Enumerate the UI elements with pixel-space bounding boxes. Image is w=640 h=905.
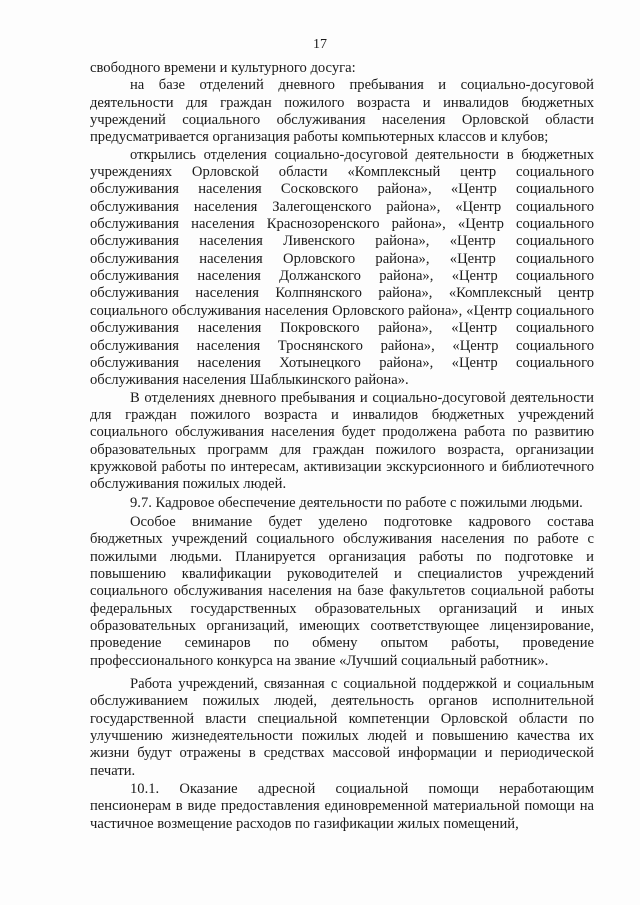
section-heading-9-7: 9.7. Кадровое обеспечение деятельности по работе с пожилыми людьми. <box>130 494 583 511</box>
page-number: 17 <box>313 37 327 52</box>
section-heading-10-1: 10.1. Оказание адресной социальной помощи неработающим пенсионерам в виде предоставления единовременной материальной помощи на частичное возмещение расходов по газификации жилых помещений, <box>90 781 594 832</box>
document-body <box>90 60 594 833</box>
paragraph-media-coverage: Работа учреждений, связанная с социальной поддержкой и социальным обслуживанием пожилых людей, деятельность органов исполнительной государственной власти специальной компетенции Орловской области по улучшению жизнедеятельности пожилых людей и повышению качества их жизни будут отражены в средствах массовой информации и периодической печати. <box>90 676 594 779</box>
paragraph-staff-training: Особое внимание будет уделено подготовке кадрового состава бюджетных учреждений социального обслуживания населения по работе с пожилыми людьми. Планируется организация работы по подготовке и повышению квалификации руководителей и специалистов учреждений социального обслуживания населения на базе факультетов социальной работы федеральных государственных образовательных организаций и иных образовательных организаций, имеющих соответствующее лицензирование, проведение семинаров по обмену опытом работы, проведение профессионального конкурса на звание «Лучший социальный работник». <box>90 513 594 669</box>
paragraph-day-care-work: В отделениях дневного пребывания и социально-досуговой деятельности для граждан пожилого возраста и инвалидов бюджетных учреждений социального обслуживания населения будет продолжена работа по развитию образовательных программ для граждан пожилого возраста, организации кружковой работы по интересам, активизации экскурсионного и библиотечного обслуживания пожилых людей. <box>90 389 594 493</box>
paragraph-continuation: свободного времени и культурного досуга: <box>90 60 356 76</box>
paragraph-computer-classes: на базе отделений дневного пребывания и социально-досуговой деятельности для граждан пожилого возраста и инвалидов бюджетных учреждений социального обслуживания населения Орловской области предусматривается организация работы компьютерных классов и клубов; <box>90 77 594 146</box>
paragraph-new-departments: открылись отделения социально-досуговой деятельности в бюджетных учреждениях Орловской области «Комплексный центр социального обслуживания населения Сосковского района», «Центр социального обслуживания населения Залегощенского района», «Центр социального обслуживания населения Краснозоренского района», «Центр социального обслуживания населения Ливенского района», «Центр социального обслуживания населения Орловского района», «Центр социального обслуживания населения Должанского района», «Центр социального обслуживания населения Колпнянского района», «Комплексный центр социального обслуживания населения Орловского района», «Центр социального обслуживания населения Покровского района», «Центр социального обслуживания населения Троснянского района», «Центр социального обслуживания населения Хотынецкого района», «Центр социального обслуживания населения Шаблыкинского района». <box>90 146 594 389</box>
